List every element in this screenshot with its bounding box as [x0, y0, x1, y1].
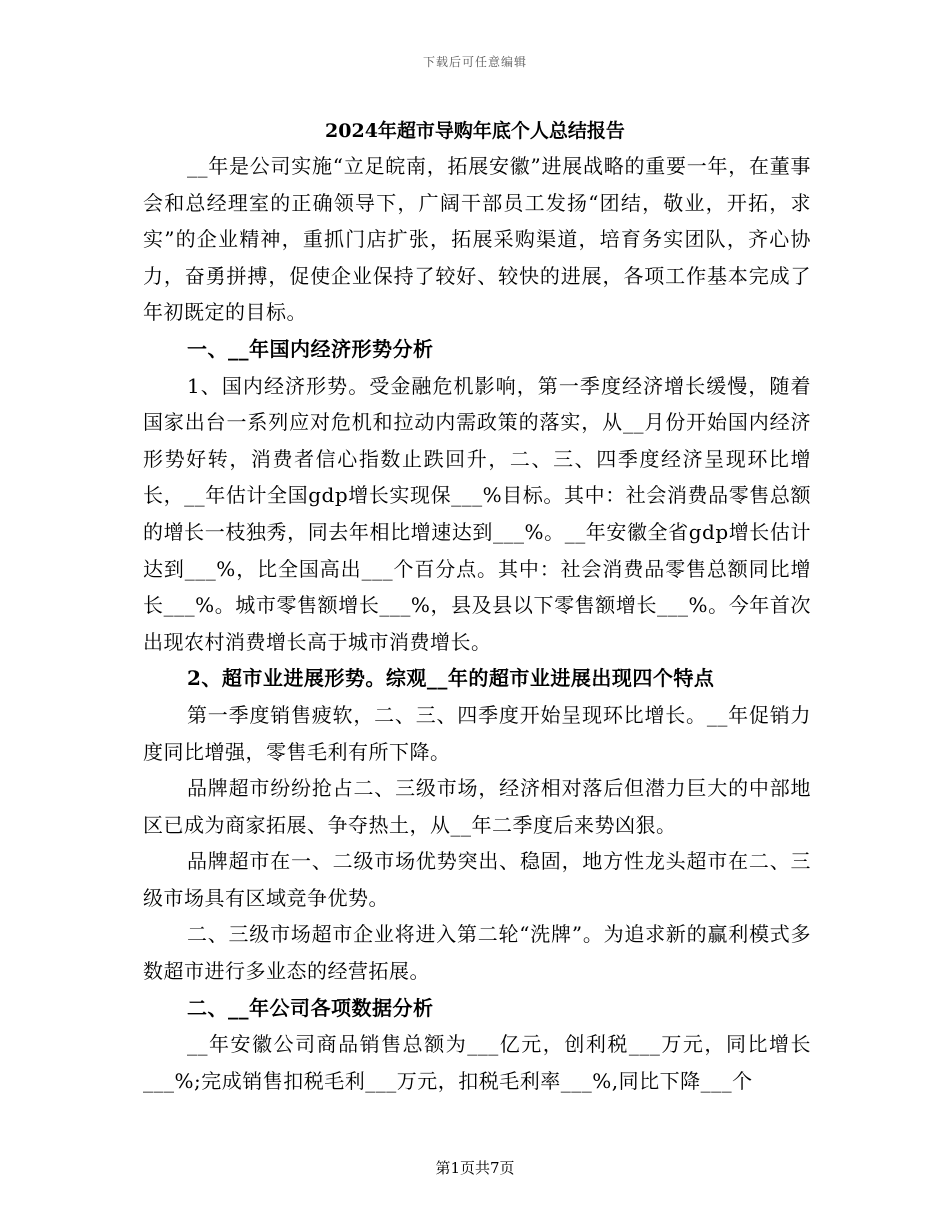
- paragraph-intro: __年是公司实施“立足皖南，拓展安徽”进展战略的重要一年，在董事会和总经理室的正确领导下，广阔干部员工发扬“团结，敬业，开拓，求实”的企业精神，重抓门店扩张，拓展采购渠道，培育务实团队，齐心协力，奋勇拼搏，促使企业保持了较好、较快的进展，各项工作基本完成了年初既定的目标。: [143, 154, 811, 325]
- paragraph-economy: 1、国内经济形势。受金融危机影响，第一季度经济增长缓慢，随着国家出台一系列应对危机和拉动内需政策的落实，从__月份开始国内经济形势好转，消费者信心指数止跌回升，二、三、四季度经济呈现环比增长，__年估计全国gdp增长实现保___%目标。其中：社会消费品零售总额的增长一枝独秀，同去年相比增速达到___%。__年安徽全省gdp增长估计达到___%，比全国高出___个百分点。其中：社会消费品零售总额同比增长___%。城市零售额增长___%，县及县以下零售额增长___%。今年首次出现农村消费增长高于城市消费增长。: [143, 373, 811, 654]
- page-footer: [0, 1157, 950, 1178]
- paragraph-feature-1: 第一季度销售疲软，二、三、四季度开始呈现环比增长。__年促销力度同比增强，零售毛利有所下降。: [143, 702, 811, 764]
- section-heading-2: 2、超市业进展形势。综观__年的超市业进展出现四个特点: [187, 666, 715, 691]
- page-number-label: 第1页共7页: [435, 1159, 515, 1177]
- document-title: 2024年超市导购年底个人总结报告: [325, 120, 625, 142]
- header-note: 下载后可任意编辑: [422, 55, 527, 69]
- paragraph-feature-3: 品牌超市在一、二级市场优势突出、稳固，地方性龙头超市在二、三级市场具有区域竞争优势。: [143, 849, 811, 910]
- paragraph-company-data: __年安徽公司商品销售总额为___亿元，创利税___万元，同比增长___%;完成销售扣税毛利___万元，扣税毛利率___%,同比下降___个: [143, 1032, 811, 1093]
- paragraph-feature-4: 二、三级市场超市企业将进入第二轮“洗牌”。为追求新的赢利模式多数超市进行多业态的经营拓展。: [143, 922, 811, 984]
- section-heading-1: 一、__年国内经济形势分析: [187, 336, 434, 361]
- section-heading-3: 二、__年公司各项数据分析: [187, 995, 434, 1020]
- paragraph-feature-2: 品牌超市纷纷抢占二、三级市场，经济相对落后但潜力巨大的中部地区已成为商家拓展、争夺热土，从__年二季度后来势凶狠。: [143, 776, 811, 837]
- document-body: [143, 148, 811, 1099]
